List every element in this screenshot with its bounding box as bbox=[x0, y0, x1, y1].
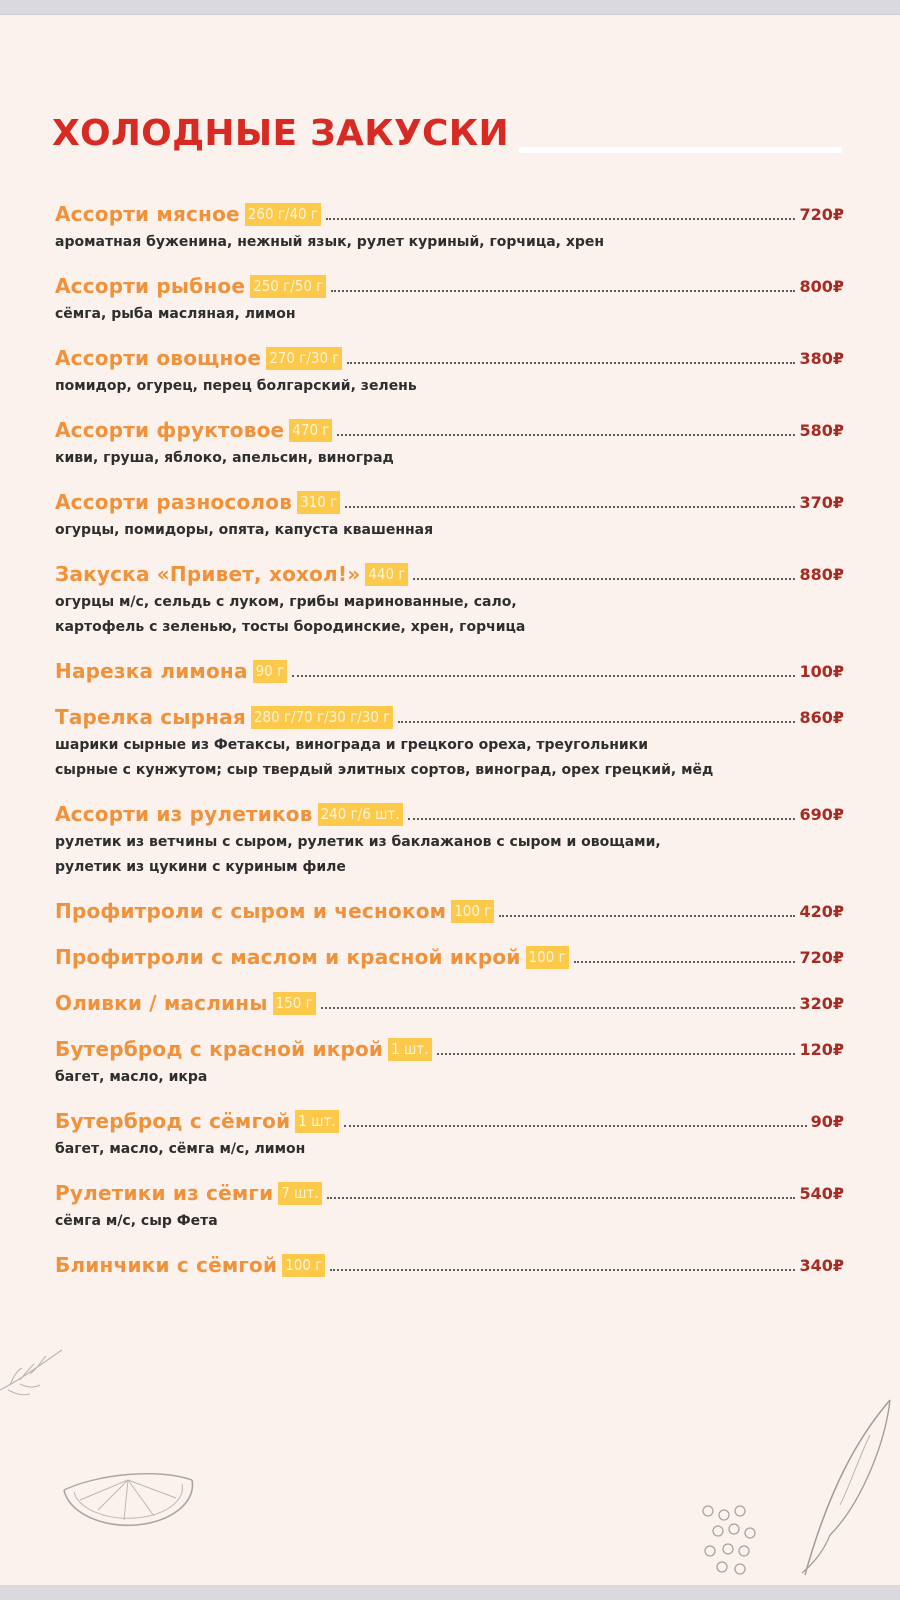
item-description: огурцы, помидоры, опята, капуста квашенная bbox=[55, 522, 434, 538]
item-weight-badge: 310 г bbox=[297, 491, 340, 514]
menu-item-header bbox=[55, 269, 844, 301]
item-name: Ассорти мясное bbox=[55, 202, 240, 226]
menu-item bbox=[55, 986, 844, 1018]
lemon-slice-sketch-icon bbox=[58, 1440, 198, 1530]
item-name: Тарелка сырная bbox=[55, 705, 246, 729]
item-description: помидор, огурец, перец болгарский, зелень bbox=[55, 378, 417, 394]
item-weight-badge: 250 г/50 г bbox=[250, 275, 326, 298]
dotted-leader bbox=[321, 1006, 796, 1009]
menu-item-header bbox=[55, 197, 844, 229]
item-price: 320₽ bbox=[799, 994, 844, 1013]
menu-item-header bbox=[55, 797, 844, 829]
peppercorns-sketch-icon bbox=[700, 1503, 780, 1578]
menu-item bbox=[55, 413, 844, 471]
dotted-leader bbox=[408, 817, 796, 820]
dotted-leader bbox=[331, 289, 795, 292]
item-weight-badge: 1 шт. bbox=[295, 1110, 338, 1133]
item-price: 880₽ bbox=[799, 565, 844, 584]
item-name: Блинчики с сёмгой bbox=[55, 1253, 278, 1277]
item-price: 90₽ bbox=[810, 1112, 844, 1131]
item-description: багет, масло, икра bbox=[55, 1069, 208, 1085]
dotted-leader bbox=[574, 960, 796, 963]
item-price: 370₽ bbox=[799, 493, 844, 512]
item-weight-badge: 260 г/40 г bbox=[245, 203, 321, 226]
menu-item-header bbox=[55, 1248, 844, 1280]
menu-item-header bbox=[55, 894, 844, 926]
item-price: 340₽ bbox=[799, 1256, 844, 1275]
item-price: 860₽ bbox=[799, 708, 844, 727]
item-description: багет, масло, сёмга м/с, лимон bbox=[55, 1141, 306, 1157]
dotted-leader bbox=[327, 1196, 796, 1199]
menu-item-header bbox=[55, 1104, 844, 1136]
item-price: 540₽ bbox=[799, 1184, 844, 1203]
menu-item bbox=[55, 1176, 844, 1234]
menu-item bbox=[55, 269, 844, 327]
dotted-leader bbox=[413, 577, 795, 580]
menu-item-header bbox=[55, 940, 844, 972]
section-title: ХОЛОДНЫЕ ЗАКУСКИ bbox=[52, 111, 519, 157]
leaf-sketch-icon bbox=[790, 1395, 900, 1585]
menu-item bbox=[55, 894, 844, 926]
item-weight-badge: 100 г bbox=[526, 946, 569, 969]
item-name: Профитроли с маслом и красной икрой bbox=[55, 945, 521, 969]
dotted-leader bbox=[499, 914, 795, 917]
menu-item-header bbox=[55, 341, 844, 373]
herb-sketch-icon bbox=[0, 1330, 70, 1410]
item-price: 380₽ bbox=[799, 349, 844, 368]
menu-item-header bbox=[55, 1176, 844, 1208]
item-price: 800₽ bbox=[799, 277, 844, 296]
item-name: Закуска «Привет, хохол!» bbox=[55, 562, 361, 586]
item-description: сёмга м/с, сыр Фета bbox=[55, 1213, 218, 1229]
item-price: 420₽ bbox=[799, 902, 844, 921]
menu-item bbox=[55, 940, 844, 972]
dotted-leader bbox=[345, 505, 795, 508]
item-weight-badge: 1 шт. bbox=[388, 1038, 431, 1061]
item-weight-badge: 100 г bbox=[451, 900, 494, 923]
menu-item bbox=[55, 1248, 844, 1280]
menu-item bbox=[55, 557, 844, 640]
item-price: 720₽ bbox=[799, 205, 844, 224]
item-name: Ассорти рыбное bbox=[55, 274, 246, 298]
item-price: 690₽ bbox=[799, 805, 844, 824]
menu-item bbox=[55, 1032, 844, 1090]
item-name: Бутерброд с красной икрой bbox=[55, 1037, 384, 1061]
menu-item bbox=[55, 700, 844, 783]
item-description: рулетик из ветчины с сыром, рулетик из баклажанов с сыром и овощами, рулетик из цукини с куриным филе bbox=[55, 834, 661, 875]
menu-item-header bbox=[55, 413, 844, 445]
menu-item bbox=[55, 1104, 844, 1162]
item-description: шарики сырные из Фетаксы, винограда и грецкого ореха, треугольники сырные с кунжутом; сыр твердый элитных сортов, виноград, орех грецкий, мёд bbox=[55, 737, 714, 778]
item-weight-badge: 440 г bbox=[365, 563, 408, 586]
item-name: Ассорти фруктовое bbox=[55, 418, 285, 442]
dotted-leader bbox=[347, 361, 795, 364]
menu-item-header bbox=[55, 1032, 844, 1064]
menu-item bbox=[55, 485, 844, 543]
item-name: Рулетики из сёмги bbox=[55, 1181, 274, 1205]
dotted-leader bbox=[437, 1052, 796, 1055]
menu-item bbox=[55, 341, 844, 399]
item-name: Нарезка лимона bbox=[55, 659, 248, 683]
item-description: сёмга, рыба масляная, лимон bbox=[55, 306, 296, 322]
item-weight-badge: 240 г/6 шт. bbox=[318, 803, 403, 826]
item-weight-badge: 150 г bbox=[273, 992, 316, 1015]
menu-list bbox=[55, 197, 844, 1294]
menu-item bbox=[55, 197, 844, 255]
item-description: киви, груша, яблоко, апельсин, виноград bbox=[55, 450, 394, 466]
dotted-leader bbox=[292, 674, 795, 677]
section-header bbox=[52, 111, 842, 171]
dotted-leader bbox=[337, 433, 795, 436]
item-name: Бутерброд с сёмгой bbox=[55, 1109, 291, 1133]
item-description: ароматная буженина, нежный язык, рулет куриный, горчица, хрен bbox=[55, 234, 605, 250]
menu-item-header bbox=[55, 986, 844, 1018]
menu-item-header bbox=[55, 654, 844, 686]
item-price: 100₽ bbox=[799, 662, 844, 681]
item-weight-badge: 470 г bbox=[289, 419, 332, 442]
menu-item bbox=[55, 654, 844, 686]
dotted-leader bbox=[344, 1124, 807, 1127]
item-name: Профитроли с сыром и чесноком bbox=[55, 899, 447, 923]
item-name: Ассорти разносолов bbox=[55, 490, 293, 514]
item-price: 120₽ bbox=[799, 1040, 844, 1059]
item-weight-badge: 90 г bbox=[253, 660, 288, 683]
dotted-leader bbox=[326, 217, 795, 220]
menu-item-header bbox=[55, 557, 844, 589]
item-weight-badge: 100 г bbox=[282, 1254, 325, 1277]
item-name: Оливки / маслины bbox=[55, 991, 268, 1015]
menu-item-header bbox=[55, 700, 844, 732]
item-weight-badge: 7 шт. bbox=[278, 1182, 321, 1205]
dotted-leader bbox=[398, 720, 795, 723]
dotted-leader bbox=[330, 1268, 795, 1271]
item-weight-badge: 270 г/30 г bbox=[266, 347, 342, 370]
item-price: 720₽ bbox=[799, 948, 844, 967]
item-description: огурцы м/с, сельдь с луком, грибы маринованные, сало, картофель с зеленью, тосты бородинские, хрен, горчица bbox=[55, 594, 526, 635]
item-price: 580₽ bbox=[799, 421, 844, 440]
item-name: Ассорти овощное bbox=[55, 346, 262, 370]
item-weight-badge: 280 г/70 г/30 г/30 г bbox=[251, 706, 393, 729]
menu-item-header bbox=[55, 485, 844, 517]
menu-page bbox=[0, 14, 900, 1585]
item-name: Ассорти из рулетиков bbox=[55, 802, 313, 826]
menu-item bbox=[55, 797, 844, 880]
